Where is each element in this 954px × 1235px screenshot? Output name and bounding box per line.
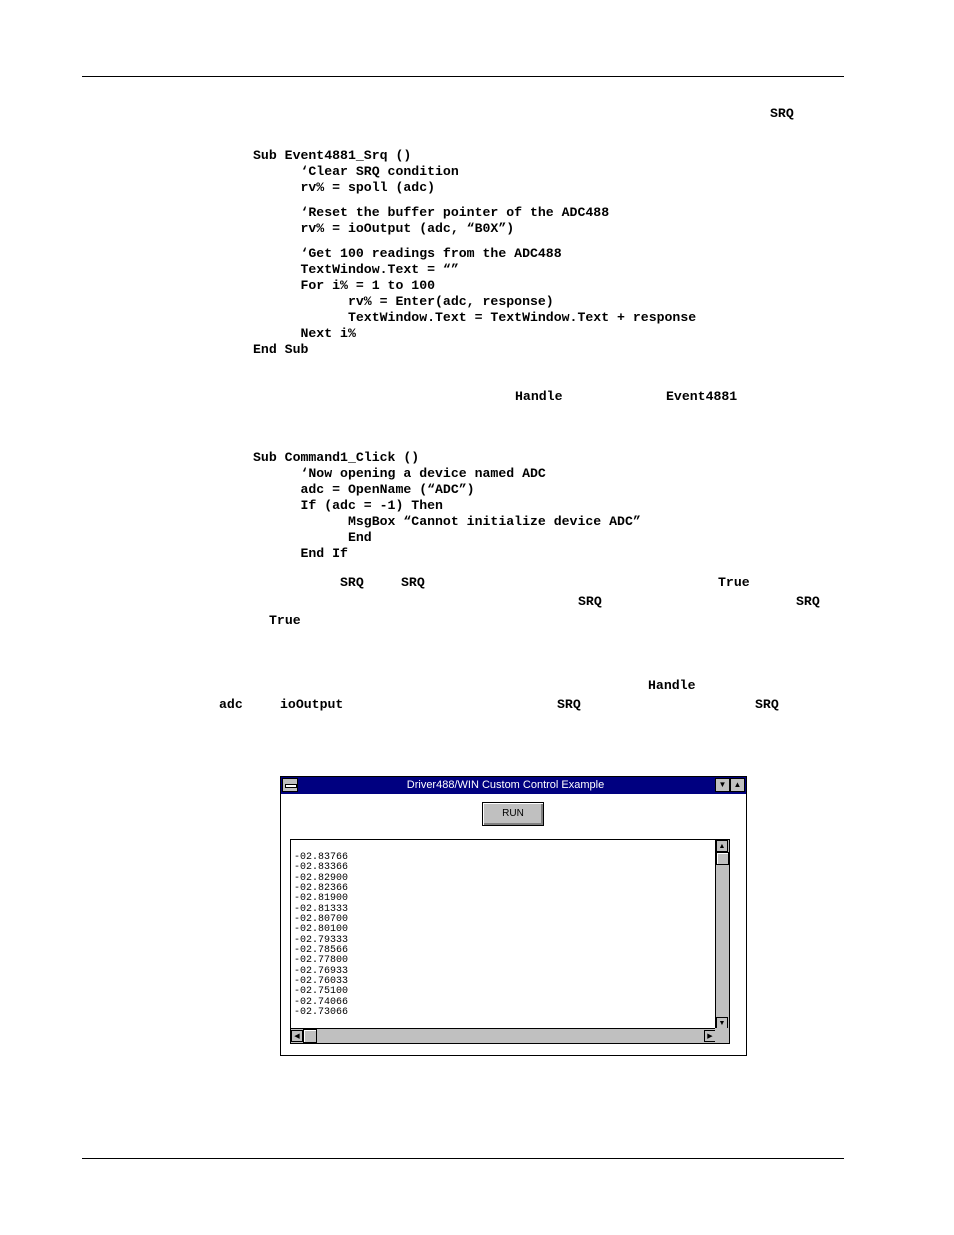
reading-value: -02.77800 — [294, 955, 349, 967]
code-block-event4881-srq — [253, 148, 696, 358]
reading-value: -02.76933 — [294, 965, 349, 977]
srq-keyword: SRQ — [401, 575, 425, 590]
code-line: End — [253, 530, 372, 545]
horizontal-scrollbar[interactable] — [291, 1028, 716, 1043]
true-keyword: True — [718, 575, 750, 590]
code-line: End Sub — [253, 342, 309, 357]
code-line: ‘Clear SRQ condition — [253, 164, 459, 179]
run-button[interactable]: RUN — [482, 802, 544, 826]
triangle-up-icon: ▲ — [733, 780, 742, 789]
srq-keyword: SRQ — [770, 106, 794, 121]
code-line: For i% = 1 to 100 — [253, 278, 436, 293]
reading-value: -02.83366 — [294, 862, 349, 874]
vertical-scrollbar[interactable] — [715, 840, 729, 1029]
horizontal-scroll-thumb[interactable] — [303, 1029, 317, 1043]
code-line: TextWindow.Text = “” — [253, 262, 459, 277]
srq-keyword: SRQ — [796, 594, 820, 609]
window-client-area — [281, 794, 746, 1055]
scroll-right-arrow-icon[interactable]: ▶ — [704, 1030, 716, 1042]
code-line: TextWindow.Text = TextWindow.Text + response — [253, 310, 697, 325]
reading-value: -02.80700 — [294, 914, 349, 926]
vertical-scroll-thumb[interactable] — [716, 852, 729, 865]
code-line: rv% = ioOutput (adc, “B0X”) — [253, 221, 515, 236]
title-bar — [281, 777, 746, 794]
code-line: End If — [253, 546, 348, 561]
code-line: Sub Command1_Click () — [253, 450, 420, 465]
srq-keyword: SRQ — [557, 697, 581, 712]
custom-control-window — [280, 776, 747, 1056]
reading-value: -02.82900 — [294, 872, 349, 884]
srq-keyword: SRQ — [340, 575, 364, 590]
adc-keyword: adc — [219, 697, 243, 712]
reading-value: -02.76033 — [294, 976, 349, 988]
code-line: Next i% — [253, 326, 356, 341]
reading-value: -02.73066 — [294, 1007, 349, 1019]
reading-value: -02.74066 — [294, 996, 349, 1008]
code-line: rv% = spoll (adc) — [253, 180, 436, 195]
scroll-up-arrow-icon[interactable]: ▲ — [716, 840, 728, 852]
reading-value: -02.79333 — [294, 934, 349, 946]
reading-value: -02.80100 — [294, 924, 349, 936]
handle-keyword: Handle — [515, 389, 563, 404]
code-line: ‘Get 100 readings from the ADC488 — [253, 246, 562, 261]
code-line: Sub Event4881_Srq () — [253, 148, 412, 163]
code-line: ‘Reset the buffer pointer of the ADC488 — [253, 205, 610, 220]
reading-value: -02.82366 — [294, 883, 349, 895]
code-line: adc = OpenName (“ADC”) — [253, 482, 475, 497]
code-line: ‘Now opening a device named ADC — [253, 466, 546, 481]
srq-keyword: SRQ — [755, 697, 779, 712]
scroll-down-arrow-icon[interactable]: ▼ — [716, 1017, 728, 1029]
system-menu-icon — [285, 784, 297, 788]
srq-keyword: SRQ — [578, 594, 602, 609]
header-rule — [82, 76, 844, 77]
event4881-keyword: Event4881 — [666, 389, 738, 404]
iooutput-keyword: ioOutput — [280, 697, 344, 712]
triangle-down-icon: ▼ — [718, 780, 727, 789]
readings-list — [294, 853, 348, 1019]
system-menu-button[interactable] — [282, 778, 298, 792]
scroll-left-arrow-icon[interactable]: ◀ — [291, 1030, 303, 1042]
minimize-button[interactable] — [715, 778, 730, 792]
reading-value: -02.78566 — [294, 945, 349, 957]
reading-value: -02.75100 — [294, 986, 349, 998]
true-keyword: True — [269, 613, 301, 628]
code-line: If (adc = -1) Then — [253, 498, 443, 513]
window-title: Driver488/WIN Custom Control Example — [406, 779, 605, 791]
reading-value: -02.83766 — [294, 852, 349, 863]
maximize-button[interactable] — [730, 778, 745, 792]
code-line: MsgBox “Cannot initialize device ADC” — [253, 514, 641, 529]
code-line: rv% = Enter(adc, response) — [253, 294, 554, 309]
reading-value: -02.81900 — [294, 893, 349, 905]
reading-value: -02.81333 — [294, 903, 349, 915]
handle-keyword: Handle — [648, 678, 696, 693]
text-window[interactable] — [290, 839, 730, 1044]
footer-rule — [82, 1158, 844, 1159]
scrollbar-corner — [715, 1028, 729, 1043]
code-block-command1-click — [253, 450, 641, 562]
